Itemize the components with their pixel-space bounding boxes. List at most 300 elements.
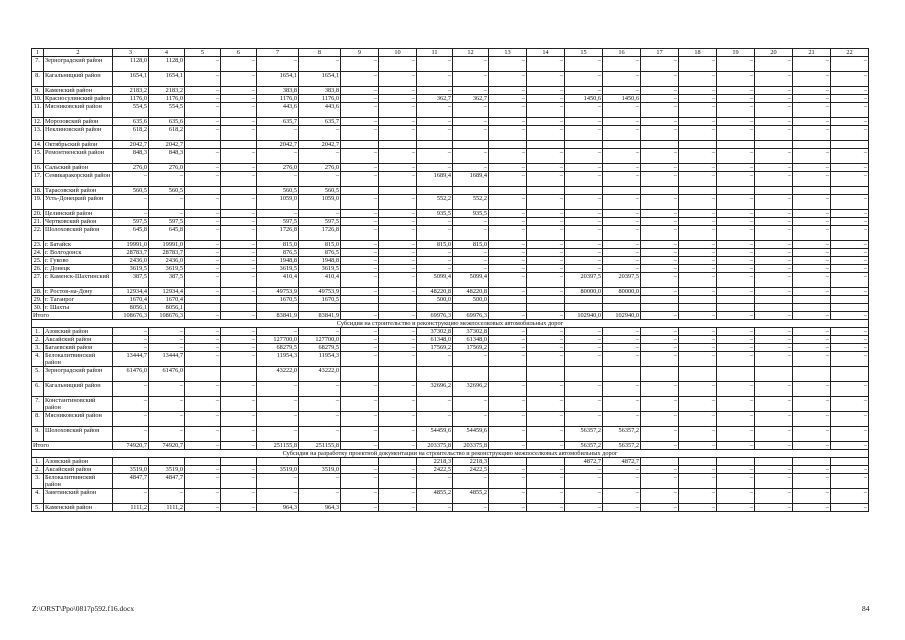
value-cell: – bbox=[565, 504, 603, 512]
value-cell bbox=[565, 296, 603, 304]
value-cell: – bbox=[717, 226, 755, 241]
value-cell: 80000,0 bbox=[603, 288, 641, 296]
value-cell: – bbox=[221, 210, 257, 218]
value-cell: – bbox=[717, 344, 755, 352]
value-cell: – bbox=[417, 87, 453, 95]
value-cell: – bbox=[831, 164, 869, 172]
value-cell: – bbox=[341, 172, 379, 187]
value-cell bbox=[489, 141, 527, 149]
value-cell: – bbox=[417, 218, 453, 226]
value-cell: 61348,0 bbox=[453, 336, 489, 344]
value-cell: – bbox=[565, 382, 603, 397]
value-cell: 383,8 bbox=[299, 87, 341, 95]
value-cell: – bbox=[717, 489, 755, 504]
value-cell bbox=[221, 187, 257, 195]
value-cell: 3519,0 bbox=[113, 466, 149, 474]
value-cell: – bbox=[221, 412, 257, 427]
value-cell: – bbox=[565, 328, 603, 336]
value-cell: 13444,7 bbox=[149, 352, 185, 367]
value-cell: 3619,5 bbox=[257, 265, 299, 273]
value-cell bbox=[641, 141, 679, 149]
value-cell: – bbox=[717, 195, 755, 210]
value-cell: – bbox=[185, 328, 221, 336]
row-number: 2. bbox=[32, 466, 44, 474]
value-cell: – bbox=[185, 172, 221, 187]
value-cell: – bbox=[379, 328, 417, 336]
table-row bbox=[32, 241, 869, 249]
value-cell: 1111,2 bbox=[149, 504, 185, 512]
value-cell: – bbox=[379, 466, 417, 474]
district-name: Кагальницкий район bbox=[44, 382, 113, 397]
value-cell: – bbox=[341, 226, 379, 241]
value-cell bbox=[679, 187, 717, 195]
table-row bbox=[32, 149, 869, 164]
value-cell: – bbox=[527, 95, 565, 103]
value-cell: – bbox=[379, 87, 417, 95]
value-cell: – bbox=[679, 427, 717, 442]
value-cell: – bbox=[717, 382, 755, 397]
value-cell: – bbox=[527, 288, 565, 296]
total-cell: – bbox=[831, 442, 869, 450]
value-cell bbox=[379, 296, 417, 304]
value-cell: – bbox=[417, 103, 453, 118]
value-cell: 28783,7 bbox=[149, 249, 185, 257]
value-cell: – bbox=[717, 172, 755, 187]
value-cell: 848,3 bbox=[149, 149, 185, 164]
total-cell: 74920,7 bbox=[149, 442, 185, 450]
value-cell: – bbox=[257, 397, 299, 412]
table-row bbox=[32, 382, 869, 397]
value-cell: – bbox=[831, 241, 869, 249]
value-cell bbox=[755, 304, 793, 312]
value-cell: – bbox=[565, 257, 603, 265]
value-cell: – bbox=[755, 241, 793, 249]
table-row bbox=[32, 489, 869, 504]
value-cell: 1059,0 bbox=[299, 195, 341, 210]
value-cell: – bbox=[793, 427, 831, 442]
value-cell bbox=[527, 296, 565, 304]
column-number-22: 22 bbox=[831, 49, 869, 57]
value-cell: – bbox=[755, 257, 793, 265]
value-cell: – bbox=[489, 241, 527, 249]
value-cell: – bbox=[299, 382, 341, 397]
value-cell bbox=[793, 458, 831, 466]
value-cell: – bbox=[717, 474, 755, 489]
district-name: Константиновский район bbox=[44, 397, 113, 412]
value-cell: 635,6 bbox=[113, 118, 149, 126]
value-cell: 815,0 bbox=[257, 241, 299, 249]
value-cell: – bbox=[565, 226, 603, 241]
value-cell: – bbox=[257, 210, 299, 218]
value-cell: – bbox=[489, 118, 527, 126]
value-cell: – bbox=[755, 195, 793, 210]
value-cell: – bbox=[565, 118, 603, 126]
value-cell: – bbox=[679, 397, 717, 412]
table-row bbox=[32, 458, 869, 466]
value-cell bbox=[341, 458, 379, 466]
value-cell: – bbox=[489, 265, 527, 273]
value-cell: – bbox=[755, 273, 793, 288]
value-cell: – bbox=[641, 241, 679, 249]
value-cell: – bbox=[257, 328, 299, 336]
value-cell: – bbox=[641, 218, 679, 226]
value-cell bbox=[755, 458, 793, 466]
column-number-5: 5 bbox=[185, 49, 221, 57]
value-cell: – bbox=[603, 241, 641, 249]
row-number: 5. bbox=[32, 367, 44, 382]
value-cell: – bbox=[831, 195, 869, 210]
column-number-15: 15 bbox=[565, 49, 603, 57]
value-cell: – bbox=[379, 382, 417, 397]
value-cell: – bbox=[489, 126, 527, 141]
value-cell: – bbox=[717, 397, 755, 412]
value-cell: – bbox=[565, 412, 603, 427]
value-cell: 1176,0 bbox=[299, 95, 341, 103]
district-name: Октябрьский район bbox=[44, 141, 113, 149]
value-cell: – bbox=[379, 265, 417, 273]
value-cell bbox=[379, 458, 417, 466]
value-cell: – bbox=[489, 397, 527, 412]
value-cell: 597,5 bbox=[149, 218, 185, 226]
value-cell: – bbox=[641, 489, 679, 504]
value-cell: – bbox=[453, 226, 489, 241]
value-cell: – bbox=[679, 288, 717, 296]
value-cell: – bbox=[641, 149, 679, 164]
value-cell: 1689,4 bbox=[453, 172, 489, 187]
value-cell: – bbox=[679, 241, 717, 249]
row-number: 23. bbox=[32, 241, 44, 249]
value-cell: – bbox=[831, 95, 869, 103]
value-cell: – bbox=[793, 397, 831, 412]
value-cell: – bbox=[489, 352, 527, 367]
value-cell: – bbox=[417, 504, 453, 512]
value-cell: 500,0 bbox=[453, 296, 489, 304]
value-cell bbox=[831, 187, 869, 195]
value-cell bbox=[417, 187, 453, 195]
value-cell: – bbox=[793, 328, 831, 336]
value-cell: – bbox=[113, 489, 149, 504]
value-cell: – bbox=[527, 218, 565, 226]
value-cell: 5099,4 bbox=[453, 273, 489, 288]
value-cell: – bbox=[641, 382, 679, 397]
value-cell: – bbox=[603, 218, 641, 226]
row-number: 19. bbox=[32, 195, 44, 210]
row-number: 5. bbox=[32, 504, 44, 512]
value-cell: – bbox=[755, 474, 793, 489]
value-cell: – bbox=[755, 265, 793, 273]
row-number: 4. bbox=[32, 352, 44, 367]
value-cell: 1670,5 bbox=[257, 296, 299, 304]
value-cell: – bbox=[379, 336, 417, 344]
value-cell: – bbox=[185, 195, 221, 210]
district-name: Кагальницкий район bbox=[44, 72, 113, 87]
table-row bbox=[32, 328, 869, 336]
column-number-header-row bbox=[32, 49, 869, 57]
value-cell: – bbox=[489, 210, 527, 218]
value-cell: 4847,7 bbox=[149, 474, 185, 489]
value-cell bbox=[221, 296, 257, 304]
value-cell: 1654,1 bbox=[299, 72, 341, 87]
value-cell: – bbox=[341, 265, 379, 273]
value-cell: 4872,7 bbox=[603, 458, 641, 466]
value-cell bbox=[793, 141, 831, 149]
value-cell: – bbox=[113, 336, 149, 344]
value-cell: – bbox=[379, 288, 417, 296]
value-cell: 2183,2 bbox=[149, 87, 185, 95]
value-cell: – bbox=[299, 172, 341, 187]
value-cell: – bbox=[113, 328, 149, 336]
value-cell bbox=[603, 367, 641, 382]
value-cell: – bbox=[565, 149, 603, 164]
value-cell: – bbox=[341, 95, 379, 103]
value-cell: – bbox=[257, 149, 299, 164]
value-cell bbox=[717, 187, 755, 195]
value-cell: – bbox=[299, 126, 341, 141]
district-name: Мясниковский район bbox=[44, 103, 113, 118]
value-cell: – bbox=[679, 257, 717, 265]
total-cell: 251155,8 bbox=[299, 442, 341, 450]
value-cell: – bbox=[717, 352, 755, 367]
district-name: Каменский район bbox=[44, 87, 113, 95]
value-cell: – bbox=[489, 412, 527, 427]
value-cell: – bbox=[149, 336, 185, 344]
value-cell: – bbox=[453, 218, 489, 226]
value-cell: 1726,8 bbox=[299, 226, 341, 241]
value-cell: – bbox=[379, 72, 417, 87]
value-cell bbox=[379, 141, 417, 149]
value-cell bbox=[565, 304, 603, 312]
value-cell: 560,5 bbox=[299, 187, 341, 195]
value-cell bbox=[793, 296, 831, 304]
value-cell: 1670,4 bbox=[149, 296, 185, 304]
value-cell: – bbox=[149, 382, 185, 397]
value-cell: – bbox=[565, 218, 603, 226]
value-cell: – bbox=[185, 87, 221, 95]
row-number: 6. bbox=[32, 382, 44, 397]
value-cell: – bbox=[793, 126, 831, 141]
value-cell: 815,0 bbox=[453, 241, 489, 249]
value-cell: – bbox=[453, 249, 489, 257]
table-row bbox=[32, 466, 869, 474]
value-cell: – bbox=[717, 126, 755, 141]
total-cell: – bbox=[717, 442, 755, 450]
value-cell bbox=[221, 367, 257, 382]
value-cell: – bbox=[341, 126, 379, 141]
value-cell: – bbox=[149, 397, 185, 412]
row-number: 26. bbox=[32, 265, 44, 273]
value-cell: – bbox=[603, 57, 641, 72]
value-cell: – bbox=[221, 87, 257, 95]
total-cell: – bbox=[341, 442, 379, 450]
value-cell: – bbox=[341, 427, 379, 442]
value-cell bbox=[185, 141, 221, 149]
value-cell: 935,5 bbox=[417, 210, 453, 218]
value-cell: – bbox=[603, 195, 641, 210]
value-cell: 597,5 bbox=[257, 218, 299, 226]
value-cell: – bbox=[257, 172, 299, 187]
total-cell: – bbox=[221, 312, 257, 320]
value-cell: – bbox=[641, 164, 679, 172]
value-cell: – bbox=[185, 474, 221, 489]
value-cell bbox=[299, 458, 341, 466]
district-name: Усть-Донецкий район bbox=[44, 195, 113, 210]
value-cell: – bbox=[185, 336, 221, 344]
value-cell: – bbox=[341, 257, 379, 265]
district-name: Белокалитвинский район bbox=[44, 352, 113, 367]
value-cell: 8056,1 bbox=[149, 304, 185, 312]
value-cell bbox=[527, 367, 565, 382]
district-name: Каменский район bbox=[44, 504, 113, 512]
value-cell: – bbox=[257, 57, 299, 72]
value-cell: – bbox=[641, 344, 679, 352]
column-number-13: 13 bbox=[489, 49, 527, 57]
value-cell: 597,5 bbox=[299, 218, 341, 226]
total-cell: – bbox=[379, 442, 417, 450]
value-cell: – bbox=[603, 352, 641, 367]
value-cell: – bbox=[113, 397, 149, 412]
value-cell: 43222,0 bbox=[257, 367, 299, 382]
value-cell: – bbox=[341, 352, 379, 367]
value-cell: – bbox=[527, 126, 565, 141]
value-cell bbox=[641, 458, 679, 466]
value-cell: – bbox=[755, 57, 793, 72]
value-cell: – bbox=[793, 249, 831, 257]
value-cell: – bbox=[717, 103, 755, 118]
value-cell: – bbox=[679, 95, 717, 103]
value-cell: 276,0 bbox=[149, 164, 185, 172]
value-cell: 554,5 bbox=[149, 103, 185, 118]
value-cell: – bbox=[379, 344, 417, 352]
value-cell: – bbox=[641, 57, 679, 72]
value-cell: – bbox=[679, 504, 717, 512]
value-cell: – bbox=[793, 226, 831, 241]
value-cell bbox=[185, 367, 221, 382]
value-cell: – bbox=[527, 149, 565, 164]
district-name: Зерноградский район bbox=[44, 57, 113, 72]
value-cell: 552,2 bbox=[417, 195, 453, 210]
value-cell: – bbox=[565, 336, 603, 344]
value-cell: – bbox=[113, 172, 149, 187]
value-cell: 645,8 bbox=[113, 226, 149, 241]
value-cell: – bbox=[149, 489, 185, 504]
value-cell: – bbox=[603, 412, 641, 427]
value-cell: – bbox=[793, 504, 831, 512]
district-name: Багаевский район bbox=[44, 344, 113, 352]
value-cell: – bbox=[221, 257, 257, 265]
value-cell: – bbox=[341, 210, 379, 218]
value-cell: 876,5 bbox=[299, 249, 341, 257]
table-row bbox=[32, 397, 869, 412]
value-cell: – bbox=[527, 57, 565, 72]
value-cell: – bbox=[793, 412, 831, 427]
value-cell: – bbox=[221, 103, 257, 118]
value-cell: – bbox=[565, 466, 603, 474]
value-cell: – bbox=[221, 504, 257, 512]
value-cell: – bbox=[793, 344, 831, 352]
value-cell: – bbox=[379, 249, 417, 257]
value-cell: – bbox=[641, 257, 679, 265]
value-cell: – bbox=[679, 164, 717, 172]
value-cell: – bbox=[717, 412, 755, 427]
value-cell: – bbox=[489, 87, 527, 95]
value-cell bbox=[679, 458, 717, 466]
value-cell bbox=[565, 141, 603, 149]
value-cell: – bbox=[755, 489, 793, 504]
value-cell: – bbox=[299, 57, 341, 72]
value-cell: 1726,8 bbox=[257, 226, 299, 241]
value-cell: – bbox=[717, 504, 755, 512]
value-cell: 4855,2 bbox=[417, 489, 453, 504]
value-cell: – bbox=[641, 126, 679, 141]
value-cell: – bbox=[221, 57, 257, 72]
data-table bbox=[31, 48, 869, 512]
value-cell: – bbox=[831, 57, 869, 72]
value-cell: – bbox=[565, 344, 603, 352]
value-cell: – bbox=[379, 218, 417, 226]
value-cell: – bbox=[489, 72, 527, 87]
value-cell: – bbox=[489, 57, 527, 72]
district-name: Красносулинский район bbox=[44, 95, 113, 103]
value-cell: – bbox=[527, 87, 565, 95]
value-cell: – bbox=[755, 172, 793, 187]
district-name: г. Волгодонск bbox=[44, 249, 113, 257]
value-cell: – bbox=[793, 474, 831, 489]
value-cell: – bbox=[341, 474, 379, 489]
value-cell: – bbox=[341, 344, 379, 352]
value-cell: – bbox=[221, 218, 257, 226]
value-cell: – bbox=[679, 87, 717, 95]
value-cell bbox=[641, 304, 679, 312]
column-number-17: 17 bbox=[641, 49, 679, 57]
row-number: 28. bbox=[32, 288, 44, 296]
column-number-10: 10 bbox=[379, 49, 417, 57]
value-cell: – bbox=[717, 257, 755, 265]
value-cell: – bbox=[793, 241, 831, 249]
column-number-19: 19 bbox=[717, 49, 755, 57]
value-cell: – bbox=[379, 352, 417, 367]
value-cell: 48220,8 bbox=[453, 288, 489, 296]
value-cell: 552,2 bbox=[453, 195, 489, 210]
total-label: Итого bbox=[32, 312, 113, 320]
value-cell: – bbox=[527, 466, 565, 474]
column-number-12: 12 bbox=[453, 49, 489, 57]
column-number-20: 20 bbox=[755, 49, 793, 57]
value-cell: – bbox=[603, 249, 641, 257]
value-cell: – bbox=[641, 427, 679, 442]
value-cell: – bbox=[565, 164, 603, 172]
table-row bbox=[32, 367, 869, 382]
value-cell bbox=[603, 304, 641, 312]
value-cell: – bbox=[489, 504, 527, 512]
value-cell: – bbox=[679, 265, 717, 273]
value-cell: – bbox=[679, 103, 717, 118]
value-cell: 19991,0 bbox=[149, 241, 185, 249]
value-cell: – bbox=[831, 118, 869, 126]
value-cell: – bbox=[489, 257, 527, 265]
table-row bbox=[32, 126, 869, 141]
value-cell: – bbox=[603, 87, 641, 95]
value-cell: – bbox=[603, 172, 641, 187]
value-cell: – bbox=[379, 226, 417, 241]
value-cell bbox=[341, 141, 379, 149]
total-cell: 69976,3 bbox=[453, 312, 489, 320]
value-cell: – bbox=[257, 489, 299, 504]
district-name: г. Шахты bbox=[44, 304, 113, 312]
value-cell: – bbox=[379, 172, 417, 187]
value-cell: – bbox=[489, 288, 527, 296]
value-cell bbox=[489, 367, 527, 382]
value-cell: – bbox=[717, 72, 755, 87]
